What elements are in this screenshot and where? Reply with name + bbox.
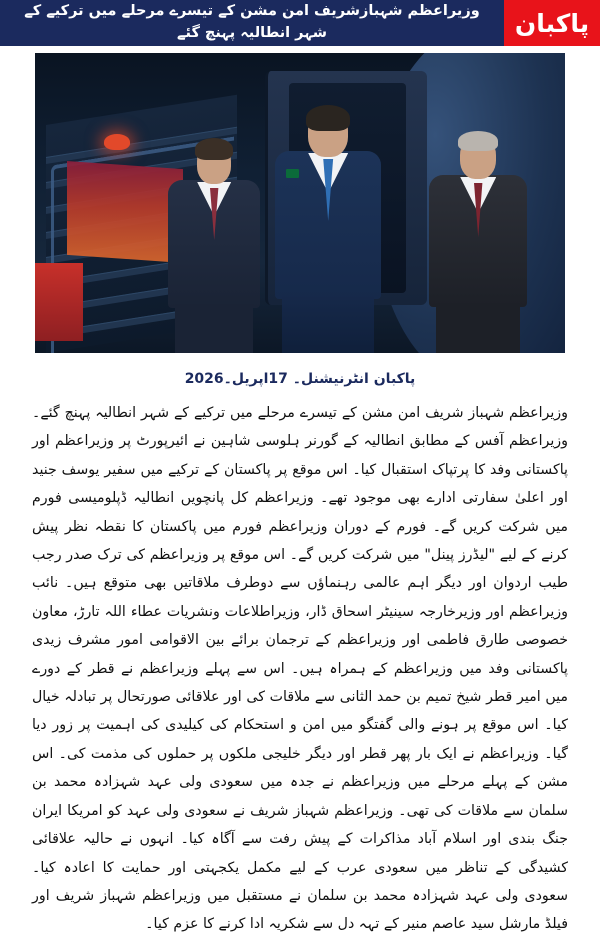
photo-scene — [35, 53, 565, 353]
flag-pin-icon — [286, 169, 299, 178]
article-photo — [35, 53, 565, 353]
page-title: وزیراعظم شہبازشریف امن مشن کے تیسرے مرحلے میں ترکیے کے شہر انطالیہ پہنچ گئے — [24, 3, 480, 41]
red-carpet-strip — [35, 263, 83, 341]
site-logo-text: پاکبان — [514, 8, 590, 38]
headline-banner — [0, 0, 504, 46]
article-paragraph: وزیراعظم شہباز شریف امن مشن کے تیسرے مرحلے میں ترکیے کے شہر انطالیہ پہنچ گئے۔ وزیراعظم آفس کے مطابق انطالیہ کے گورنر ہلوسی شاہین نے ائیرپورٹ پر وزیراعظم اور پاکستانی وفد کا پرتپاک استقبال کیا۔ اس موقع پر پاکستان کے ترکیے میں سفیر یوسف جنید اور اعلیٰ سفارتی ادارے بھی موجود تھے۔ وزیراعظم کل پانچویں انطالیہ ڈپلومیسی فورم میں شرکت کریں گے۔ فورم کے دوران وزیراعظم فورم میں پاکستان کا نقطہ نظر پیش کرنے کے لیے "لیڈرز پینل" میں شرکت کریں گے۔ اس موقع پر وزیراعظم کی ترک صدر رجب طیب اردوان اور دیگر اہم عالمی رہنماؤں سے دوطرف ملاقاتیں بھی متوقع ہیں۔ نائب وزیراعظم اور وزیرخارجہ سینیٹر اسحاق ڈار، وزیراطلاعات ونشریات عطاء اللہ تارڑ، معاون خصوصی طارق فاطمی اور وزیراعظم کے ترجمان برائے بین الاقوامی امور مشرف زیدی پاکستانی وفد میں وزیراعظم کے ہمراہ ہیں۔ اس سے پہلے وزیراعظم نے قطر کے دورے میں امیر قطر شیخ تمیم بن حمد الثانی سے ملاقات کی اور علاقائی صورتحال پر تبادلہ خیال کیا۔ اس موقع پر ہونے والی گفتگو میں امن و استحکام کی کیلیدی کی اہمیت پر زور دیا گیا۔ وزیراعظم نے ایک بار پھر قطر اور دیگر خلیجی ملکوں پر حملوں کی مذمت کی۔ اس مشن کے پہلے مرحلے میں وزیراعظم نے جدہ میں سعودی ولی عہد شہزادہ محمد بن سلمان سے ملاقات کی تھی۔ وزیراعظم شہباز شریف نے سعودی ولی عہد کو امریکا ایران جنگ بندی اور اسلام آباد مذاکرات کے پیش رفت سے آگاہ کیا۔ انہوں نے حالیہ علاقائی کشیدگی کے تناظر میں سعودی عرب کے لیے مکمل یکجہتی اور حمایت کا اعادہ کیا۔ سعودی ولی عہد شہزادہ محمد بن سلمان نے مستقبل میں وزیراعظم شہباز شریف اور فیلڈ مارشل سید عاصم منیر کے تہہ دل سے شکریہ ادا کرنے کا عزم کیا۔ — [32, 405, 568, 933]
figure-prime-minister — [268, 103, 388, 353]
page-header — [0, 0, 600, 46]
site-logo[interactable] — [504, 0, 600, 46]
figure-official-left — [162, 138, 266, 353]
article-body — [32, 399, 568, 939]
figure-official-right — [423, 131, 533, 353]
byline: پاکبان انٹرنیشنل۔ 17اپریل۔2026 — [184, 371, 416, 387]
beacon-light-icon — [104, 134, 130, 150]
